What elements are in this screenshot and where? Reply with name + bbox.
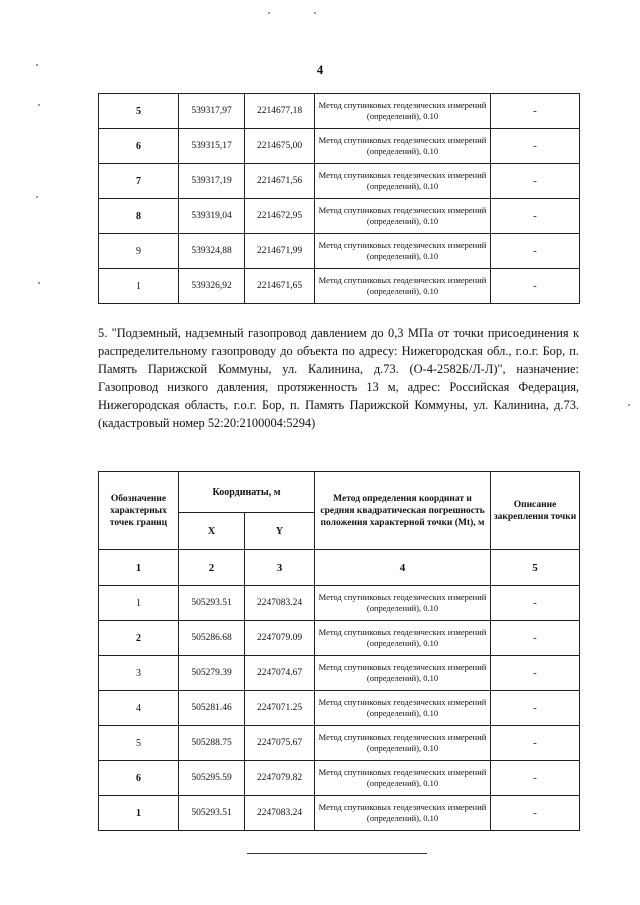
- x-cell: 505281.46: [179, 691, 245, 726]
- header-y: Y: [245, 513, 315, 550]
- table-row: [99, 129, 580, 164]
- description-cell: -: [491, 586, 580, 621]
- column-number: 1: [99, 550, 179, 586]
- method-cell: Метод спутниковых геодезических измерений (определений), 0.10: [315, 621, 491, 656]
- scan-speck: [314, 12, 316, 14]
- table-row: [99, 796, 580, 831]
- table-row: [99, 94, 580, 129]
- method-cell: Метод спутниковых геодезических измерений (определений), 0.10: [315, 164, 491, 199]
- column-number: 3: [245, 550, 315, 586]
- y-cell: 2247071.25: [245, 691, 315, 726]
- point-cell: 1: [99, 796, 179, 831]
- x-cell: 539326,92: [179, 269, 245, 304]
- coordinates-table-continued: [98, 93, 580, 304]
- x-cell: 505293.51: [179, 586, 245, 621]
- table-row: [99, 269, 580, 304]
- method-cell: Метод спутниковых геодезических измерений (определений), 0.10: [315, 234, 491, 269]
- y-cell: 2214672,95: [245, 199, 315, 234]
- description-cell: -: [491, 726, 580, 761]
- point-cell: 1: [99, 586, 179, 621]
- table-row: [99, 586, 580, 621]
- description-cell: -: [491, 129, 580, 164]
- y-cell: 2214671,99: [245, 234, 315, 269]
- method-cell: Метод спутниковых геодезических измерений (определений), 0.10: [315, 129, 491, 164]
- table-header-row: [99, 472, 580, 513]
- point-cell: 4: [99, 691, 179, 726]
- point-cell: 6: [99, 129, 179, 164]
- point-cell: 1: [99, 269, 179, 304]
- point-cell: 5: [99, 94, 179, 129]
- y-cell: 2214675,00: [245, 129, 315, 164]
- coordinates-table: [98, 471, 580, 831]
- description-cell: -: [491, 94, 580, 129]
- column-number: 2: [179, 550, 245, 586]
- method-cell: Метод спутниковых геодезических измерений (определений), 0.10: [315, 761, 491, 796]
- header-x: X: [179, 513, 245, 550]
- y-cell: 2247079.09: [245, 621, 315, 656]
- description-cell: -: [491, 621, 580, 656]
- column-number: 5: [491, 550, 580, 586]
- method-cell: Метод спутниковых геодезических измерений (определений), 0.10: [315, 726, 491, 761]
- description-cell: -: [491, 164, 580, 199]
- scan-speck: [36, 196, 38, 198]
- x-cell: 505286.68: [179, 621, 245, 656]
- description-cell: -: [491, 199, 580, 234]
- description-cell: -: [491, 761, 580, 796]
- y-cell: 2247079.82: [245, 761, 315, 796]
- x-cell: 539317,19: [179, 164, 245, 199]
- description-cell: -: [491, 691, 580, 726]
- table-row: [99, 234, 580, 269]
- header-method: Метод определения координат и средняя квадратическая погрешность положения характерной точки (Mt), м: [315, 472, 491, 550]
- description-cell: -: [491, 269, 580, 304]
- scan-speck: [38, 104, 40, 106]
- x-cell: 539319,04: [179, 199, 245, 234]
- method-cell: Метод спутниковых геодезических измерений (определений), 0.10: [315, 691, 491, 726]
- y-cell: 2214677,18: [245, 94, 315, 129]
- point-cell: 5: [99, 726, 179, 761]
- x-cell: 539315,17: [179, 129, 245, 164]
- x-cell: 505279.39: [179, 656, 245, 691]
- scan-speck: [36, 64, 38, 66]
- description-cell: -: [491, 796, 580, 831]
- table-row: [99, 621, 580, 656]
- description-cell: -: [491, 656, 580, 691]
- point-cell: 7: [99, 164, 179, 199]
- method-cell: Метод спутниковых геодезических измерений (определений), 0.10: [315, 269, 491, 304]
- header-point-designation: Обозначение характерных точек границ: [99, 472, 179, 550]
- x-cell: 505293.51: [179, 796, 245, 831]
- method-cell: Метод спутниковых геодезических измерений (определений), 0.10: [315, 199, 491, 234]
- y-cell: 2214671,65: [245, 269, 315, 304]
- point-cell: 6: [99, 761, 179, 796]
- point-cell: 2: [99, 621, 179, 656]
- description-cell: -: [491, 234, 580, 269]
- method-cell: Метод спутниковых геодезических измерений (определений), 0.10: [315, 656, 491, 691]
- point-cell: 9: [99, 234, 179, 269]
- x-cell: 505295.59: [179, 761, 245, 796]
- y-cell: 2247075.67: [245, 726, 315, 761]
- point-cell: 8: [99, 199, 179, 234]
- table-row: [99, 761, 580, 796]
- table-row: [99, 691, 580, 726]
- scan-speck: [38, 282, 40, 284]
- header-coordinates: Координаты, м: [179, 472, 315, 513]
- point-cell: 3: [99, 656, 179, 691]
- page-number: 4: [316, 62, 324, 77]
- table-row: [99, 726, 580, 761]
- footer-rule: [247, 853, 427, 854]
- scan-speck: [628, 404, 630, 406]
- y-cell: 2247074.67: [245, 656, 315, 691]
- x-cell: 539317,97: [179, 94, 245, 129]
- y-cell: 2214671,56: [245, 164, 315, 199]
- x-cell: 539324,88: [179, 234, 245, 269]
- object-description-paragraph: 5. "Подземный, надземный газопровод давлением до 0,3 МПа от точки присоединения к распределительному газопроводу до объекта по адресу: Нижегородская обл., г.о.г. Бор, п. Память Парижской Коммуны, ул. Калинина, д.73. (О-4-2582Б/Л-Л)", назначение: Газопровод низкого давления, протяженность 13 м, адрес: Российская Федерация, Нижегородская область, г.о.г. Бор, п. Память Парижской Коммуны, ул. Калинина, д.73. (кадастровый номер 52:20:2100004:5294): [98, 326, 579, 430]
- column-number: 4: [315, 550, 491, 586]
- column-number-row: [99, 550, 580, 586]
- header-description: Описание закрепления точки: [491, 472, 580, 550]
- x-cell: 505288.75: [179, 726, 245, 761]
- method-cell: Метод спутниковых геодезических измерений (определений), 0.10: [315, 586, 491, 621]
- y-cell: 2247083.24: [245, 586, 315, 621]
- table-row: [99, 199, 580, 234]
- table-row: [99, 164, 580, 199]
- method-cell: Метод спутниковых геодезических измерений (определений), 0.10: [315, 796, 491, 831]
- method-cell: Метод спутниковых геодезических измерений (определений), 0.10: [315, 94, 491, 129]
- scan-speck: [268, 12, 270, 14]
- table-row: [99, 656, 580, 691]
- y-cell: 2247083.24: [245, 796, 315, 831]
